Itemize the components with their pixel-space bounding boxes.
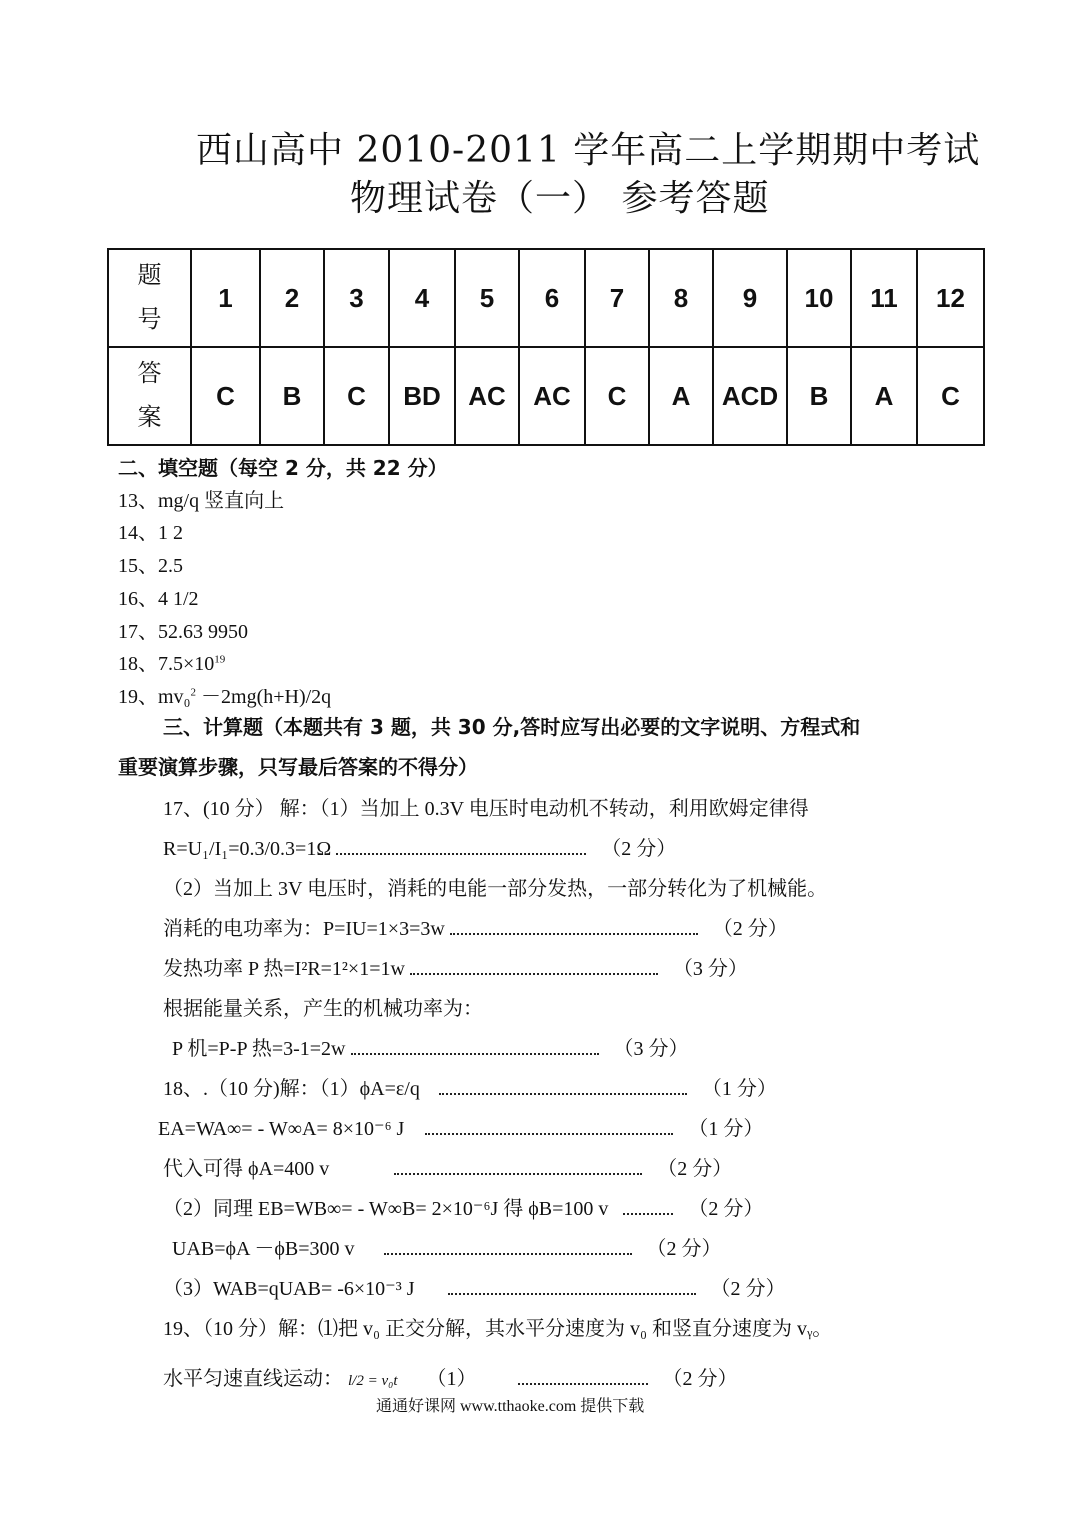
- label-char: 题: [137, 263, 162, 289]
- answer-dotted-line: [518, 1367, 648, 1385]
- score-label: （2 分）: [688, 1198, 764, 1220]
- score-label: （2 分）: [601, 838, 677, 860]
- question-number: 4: [389, 249, 455, 347]
- equation-text: 发热功率 P 热=I²R=1²×1=1w: [163, 958, 405, 980]
- solution-17-resistance: [163, 832, 676, 861]
- answer-value: ACD: [713, 347, 787, 445]
- answer-value: B: [787, 347, 851, 445]
- solution-18-phi-b: [163, 1192, 763, 1221]
- solution-17-power: [163, 912, 788, 941]
- solution-19-horizontal: [163, 1362, 738, 1391]
- equation-text: 消耗的电功率为：P=IU=1×3=3w: [163, 918, 445, 940]
- section-3-heading-line-1: 三、计算题（本题共有 3 题，共 30 分,答时应写出必要的文字说明、方程式和: [163, 715, 861, 739]
- question-number: 1: [191, 249, 260, 347]
- answer-value: C: [917, 347, 984, 445]
- score-label: （2 分）: [712, 918, 788, 940]
- question-number: 10: [787, 249, 851, 347]
- footer-source: 通通好课网 www.tthaoke.com 提供下载: [376, 1398, 645, 1415]
- score-label: （1 分）: [701, 1078, 777, 1100]
- answer-dotted-line: [351, 1037, 599, 1055]
- answer-value: AC: [455, 347, 519, 445]
- fill-answer-19-base: 19、mv₀: [118, 686, 191, 708]
- solution-18-wab: [163, 1272, 786, 1301]
- solution-18-phi-a: [163, 1152, 732, 1181]
- question-number: 12: [917, 249, 984, 347]
- title-line-2: 物理试卷（一） 参考答题: [350, 178, 770, 219]
- answer-value: B: [260, 347, 324, 445]
- fill-answer-18-base: 18、7.5×10: [118, 653, 215, 675]
- equation-number: （1）: [426, 1368, 477, 1390]
- question-number: 2: [260, 249, 324, 347]
- question-number: 3: [324, 249, 389, 347]
- fill-answer-19-exponent: 2: [190, 686, 197, 699]
- question-number: 8: [649, 249, 713, 347]
- solution-18-intro: [163, 1072, 777, 1101]
- equation-text: EA=WA∞= - W∞A= 8×10⁻⁶ J: [158, 1118, 405, 1140]
- fill-answer-18: [118, 647, 225, 676]
- answer-value: C: [585, 347, 649, 445]
- label-char: 答: [137, 361, 162, 387]
- score-label: （3 分）: [672, 958, 748, 980]
- equation-text: （3）WAB=qUAB= -6×10⁻³ J: [163, 1278, 415, 1300]
- fill-answer-15: 15、2.5: [118, 555, 183, 577]
- fill-answer-18-exponent: 19: [214, 653, 226, 666]
- answer-table: [107, 248, 985, 446]
- answer-value: BD: [389, 347, 455, 445]
- equation-text: UAB=ϕA －ϕB=300 v: [172, 1238, 355, 1260]
- fill-answer-14: 14、1 2: [118, 522, 183, 544]
- fill-answer-19-rest: －2mg(h+H)/2q: [201, 686, 332, 708]
- answer-dotted-line: [394, 1157, 642, 1175]
- answer-dotted-line: [439, 1077, 687, 1095]
- label-char: 案: [137, 405, 162, 431]
- title-line-1: 西山高中 2010-2011 学年高二上学期期中考试: [196, 130, 981, 171]
- equation-text: P 机=P-P 热=3-1=2w: [172, 1038, 346, 1060]
- score-label: （2 分）: [662, 1368, 738, 1390]
- answer-dotted-line: [410, 957, 658, 975]
- answer-dotted-line: [623, 1197, 673, 1215]
- solution-17-heat-power: [163, 952, 748, 981]
- answer-dotted-line: [336, 837, 586, 855]
- equation-text: 水平匀速直线运动：: [163, 1368, 343, 1390]
- solution-17-part-2: （2）当加上 3V 电压时，消耗的电能一部分发热，一部分转化为了机械能。: [163, 878, 828, 900]
- answer-label: [108, 347, 191, 445]
- equation-text: 代入可得 ϕA=400 v: [163, 1158, 330, 1180]
- question-number: 5: [455, 249, 519, 347]
- solution-19-intro: 19、（10 分）解：⑴把 v₀ 正交分解，其水平分速度为 v₀ 和竖直分速度为 vᵧ。: [163, 1318, 833, 1340]
- answer-dotted-line: [384, 1237, 632, 1255]
- solution-17-intro: 17、(10 分） 解：（1）当加上 0.3V 电压时电动机不转动，利用欧姆定律得: [163, 798, 809, 820]
- score-label: （1 分）: [688, 1118, 764, 1140]
- question-number: 9: [713, 249, 787, 347]
- question-number-label: [108, 249, 191, 347]
- question-number: 7: [585, 249, 649, 347]
- solution-18-uab: [172, 1232, 722, 1261]
- score-label: （2 分）: [646, 1238, 722, 1260]
- solution-17-mechanical-power: [172, 1032, 689, 1061]
- fill-answer-19: [118, 680, 331, 709]
- question-number: 11: [851, 249, 917, 347]
- score-label: （2 分）: [710, 1278, 786, 1300]
- section-2-heading: 二、填空题（每空 2 分，共 22 分）: [118, 456, 448, 480]
- question-number: 6: [519, 249, 585, 347]
- answer-value: A: [649, 347, 713, 445]
- equation-text: 18、.（10 分)解：（1）ϕA=ε/q: [163, 1078, 420, 1100]
- answer-value: A: [851, 347, 917, 445]
- solution-18-ea: [158, 1112, 763, 1141]
- fraction-equation: l/2 = v₀t: [348, 1373, 398, 1389]
- score-label: （3 分）: [613, 1038, 689, 1060]
- answer-value: C: [324, 347, 389, 445]
- equation-text: （2）同理 EB=WB∞= - W∞B= 2×10⁻⁶J 得 ϕB=100 v: [163, 1198, 609, 1220]
- answer-value: C: [191, 347, 260, 445]
- fill-answer-16: 16、4 1/2: [118, 588, 199, 610]
- answer-dotted-line: [450, 917, 698, 935]
- fill-answer-17: 17、52.63 9950: [118, 621, 248, 643]
- answer-dotted-line: [448, 1277, 696, 1295]
- equation-text: R=U₁/I₁=0.3/0.3=1Ω: [163, 838, 332, 860]
- section-3-heading-line-2: 重要演算步骤，只写最后答案的不得分）: [118, 755, 478, 779]
- answer-value: AC: [519, 347, 585, 445]
- answer-dotted-line: [425, 1117, 673, 1135]
- score-label: （2 分）: [657, 1158, 733, 1180]
- label-char: 号: [137, 307, 162, 333]
- fill-answer-13: 13、mg/q 竖直向上: [118, 490, 285, 512]
- solution-17-energy: 根据能量关系，产生的机械功率为：: [163, 998, 483, 1020]
